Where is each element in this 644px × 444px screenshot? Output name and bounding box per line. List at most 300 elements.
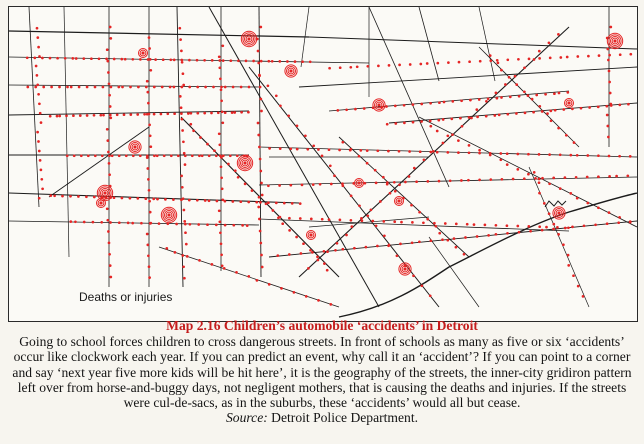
accident-point bbox=[109, 114, 112, 117]
accident-point bbox=[419, 63, 422, 66]
accident-point bbox=[220, 242, 223, 245]
accident-point bbox=[386, 123, 389, 126]
detroit-accident-map bbox=[8, 6, 638, 322]
accident-point bbox=[280, 287, 283, 290]
accident-point bbox=[154, 58, 157, 61]
accident-cluster-center bbox=[133, 145, 136, 148]
accident-point bbox=[188, 86, 191, 89]
shoreline-path bbox=[339, 193, 637, 317]
accident-point bbox=[473, 223, 476, 226]
accident-point bbox=[552, 228, 555, 231]
accident-point bbox=[109, 117, 112, 120]
accident-point bbox=[541, 229, 544, 232]
accident-point bbox=[464, 236, 467, 239]
accident-point bbox=[567, 226, 570, 229]
accident-point bbox=[606, 114, 609, 117]
accident-point bbox=[281, 222, 284, 225]
accident-point bbox=[548, 153, 551, 156]
accident-point bbox=[409, 63, 412, 66]
accident-point bbox=[458, 61, 461, 64]
accident-point bbox=[218, 143, 221, 146]
accident-point bbox=[379, 200, 382, 203]
accident-point bbox=[153, 86, 156, 89]
accident-points bbox=[26, 26, 632, 306]
accident-point bbox=[191, 154, 194, 157]
accident-point bbox=[252, 60, 255, 63]
accident-point bbox=[82, 57, 85, 60]
accident-point bbox=[575, 176, 578, 179]
accident-point bbox=[109, 264, 112, 267]
accident-point bbox=[288, 229, 291, 232]
accident-point bbox=[148, 124, 151, 127]
accident-point bbox=[244, 183, 247, 186]
street-line-1 bbox=[309, 37, 637, 49]
accident-point bbox=[382, 176, 385, 179]
accident-point bbox=[181, 61, 184, 64]
accident-point bbox=[606, 222, 609, 225]
accident-point bbox=[312, 144, 315, 147]
accident-point bbox=[199, 136, 202, 139]
accident-point bbox=[181, 118, 184, 121]
accident-point bbox=[102, 114, 105, 117]
accident-point bbox=[61, 195, 64, 198]
accident-point bbox=[586, 202, 589, 205]
accident-point bbox=[131, 222, 134, 225]
accident-point bbox=[516, 153, 519, 156]
accident-point bbox=[267, 84, 270, 87]
accident-point bbox=[161, 86, 164, 89]
accident-point bbox=[178, 27, 181, 30]
accident-point bbox=[321, 218, 324, 221]
accident-point bbox=[606, 48, 609, 51]
accident-point bbox=[366, 65, 369, 68]
accident-point bbox=[221, 121, 224, 124]
accident-point bbox=[496, 97, 499, 100]
accident-point bbox=[231, 200, 234, 203]
accident-point bbox=[442, 118, 445, 121]
accident-point bbox=[518, 95, 521, 98]
accident-point bbox=[598, 54, 601, 57]
accident-point bbox=[38, 150, 41, 153]
accident-point bbox=[37, 46, 40, 49]
accident-point bbox=[586, 176, 589, 179]
accident-point bbox=[136, 113, 139, 116]
accident-point bbox=[90, 57, 93, 60]
accident-point bbox=[295, 236, 298, 239]
accident-point bbox=[548, 212, 551, 215]
accident-point bbox=[259, 170, 262, 173]
accident-point bbox=[627, 103, 630, 106]
accident-point bbox=[107, 230, 110, 233]
accident-point bbox=[179, 95, 182, 98]
accident-point bbox=[412, 121, 415, 124]
accident-point bbox=[215, 224, 218, 227]
accident-point bbox=[211, 263, 214, 266]
accident-point bbox=[218, 132, 221, 135]
accident-point bbox=[468, 144, 471, 147]
accident-point bbox=[208, 154, 211, 157]
accident-point bbox=[219, 77, 222, 80]
accident-point bbox=[268, 147, 271, 150]
accident-point bbox=[432, 150, 435, 153]
accident-point bbox=[534, 177, 537, 180]
accident-point bbox=[319, 183, 322, 186]
accident-point bbox=[204, 86, 207, 89]
accident-point bbox=[118, 154, 121, 157]
accident-point bbox=[523, 90, 526, 93]
accident-point bbox=[268, 283, 271, 286]
accident-point bbox=[467, 179, 470, 182]
accident-point bbox=[336, 109, 339, 112]
accident-point bbox=[147, 254, 150, 257]
accident-point bbox=[184, 163, 187, 166]
accident-point bbox=[108, 94, 111, 97]
accident-point bbox=[323, 250, 326, 253]
accident-point bbox=[562, 108, 565, 111]
accident-point bbox=[215, 154, 218, 157]
accident-point bbox=[523, 66, 526, 69]
accident-point bbox=[498, 114, 501, 117]
accident-point bbox=[317, 259, 320, 262]
accident-point bbox=[245, 60, 248, 63]
accident-point bbox=[160, 113, 163, 116]
accident-point bbox=[279, 216, 282, 219]
accident-point bbox=[350, 194, 353, 197]
accident-point bbox=[415, 180, 418, 183]
accident-point bbox=[261, 266, 264, 269]
accident-point bbox=[323, 262, 326, 265]
accident-point bbox=[438, 101, 441, 104]
street-network bbox=[9, 7, 637, 307]
accident-point bbox=[597, 106, 600, 109]
accident-point bbox=[146, 244, 149, 247]
accident-point bbox=[144, 197, 147, 200]
accident-point bbox=[476, 116, 479, 119]
street-line-0 bbox=[9, 31, 309, 37]
accident-point bbox=[559, 187, 562, 190]
accident-cluster-center bbox=[567, 101, 570, 104]
accident-point bbox=[569, 192, 572, 195]
accident-point bbox=[366, 162, 369, 165]
accident-point bbox=[359, 149, 362, 152]
accident-point bbox=[204, 199, 207, 202]
accident-point bbox=[499, 152, 502, 155]
accident-point bbox=[358, 155, 361, 158]
accident-point bbox=[224, 224, 227, 227]
accident-point bbox=[548, 182, 551, 185]
accident-point bbox=[307, 267, 310, 270]
accident-point bbox=[393, 220, 396, 223]
accident-point bbox=[552, 177, 555, 180]
accident-point bbox=[26, 86, 29, 89]
accident-point bbox=[489, 54, 492, 57]
accident-point bbox=[107, 151, 110, 154]
accident-point bbox=[597, 206, 600, 209]
accident-point bbox=[259, 242, 262, 245]
accident-point bbox=[152, 198, 155, 201]
accident-point bbox=[411, 221, 414, 224]
accident-point bbox=[506, 113, 509, 116]
accident-point bbox=[460, 179, 463, 182]
accident-point bbox=[41, 57, 44, 60]
accident-point bbox=[374, 169, 377, 172]
accident-point bbox=[408, 175, 411, 178]
accident-point bbox=[436, 151, 439, 154]
accident-point bbox=[271, 60, 274, 63]
accident-point bbox=[330, 183, 333, 186]
accident-point bbox=[341, 184, 344, 187]
accident-point bbox=[146, 156, 149, 159]
accident-point bbox=[559, 56, 562, 59]
accident-point bbox=[565, 134, 568, 137]
accident-point bbox=[370, 209, 373, 212]
accident-point bbox=[508, 76, 511, 79]
accident-point bbox=[326, 250, 329, 253]
accident-point bbox=[566, 91, 569, 94]
accident-point bbox=[345, 234, 348, 237]
accident-point bbox=[164, 198, 167, 201]
accident-point bbox=[224, 86, 227, 89]
accident-point bbox=[446, 134, 449, 137]
accident-point bbox=[163, 154, 166, 157]
accident-point bbox=[221, 110, 224, 113]
accident-point bbox=[485, 100, 488, 103]
accident-point bbox=[129, 197, 132, 200]
accident-point bbox=[216, 200, 219, 203]
accident-cluster-center bbox=[613, 39, 616, 42]
accident-point bbox=[609, 103, 612, 106]
accident-point bbox=[493, 114, 496, 117]
accident-point bbox=[58, 115, 61, 118]
accident-point bbox=[246, 224, 249, 227]
accident-point bbox=[183, 220, 186, 223]
accident-point bbox=[148, 189, 151, 192]
accident-point bbox=[506, 232, 509, 235]
accident-point bbox=[26, 56, 29, 59]
accident-point bbox=[532, 111, 535, 114]
detroit-river-shoreline bbox=[339, 193, 637, 317]
accident-point bbox=[557, 33, 560, 36]
accident-point bbox=[304, 134, 307, 137]
accident-point bbox=[153, 113, 156, 116]
accident-point bbox=[40, 121, 43, 124]
accident-point bbox=[170, 154, 173, 157]
accident-point bbox=[350, 148, 353, 151]
accident-point bbox=[449, 179, 452, 182]
accident-point bbox=[220, 165, 223, 168]
accident-point bbox=[429, 125, 432, 128]
accident-clusters bbox=[97, 31, 623, 275]
accident-point bbox=[629, 53, 632, 56]
accident-point bbox=[185, 243, 188, 246]
accident-point bbox=[203, 112, 206, 115]
accident-point bbox=[221, 198, 224, 201]
accident-point bbox=[86, 86, 89, 89]
accident-point bbox=[259, 201, 262, 204]
accident-point bbox=[93, 196, 96, 199]
accident-point bbox=[573, 141, 576, 144]
accident-point bbox=[558, 92, 561, 95]
accident-point bbox=[549, 110, 552, 113]
accident-point bbox=[153, 154, 156, 157]
accident-point bbox=[420, 103, 423, 106]
accident-point bbox=[334, 249, 337, 252]
accident-point bbox=[562, 243, 565, 246]
accident-point bbox=[220, 88, 223, 91]
accident-point bbox=[257, 50, 260, 53]
accident-point bbox=[37, 140, 40, 143]
accident-point bbox=[496, 59, 499, 62]
accident-point bbox=[350, 219, 353, 222]
accident-point bbox=[136, 197, 139, 200]
accident-point bbox=[98, 57, 101, 60]
accident-point bbox=[184, 231, 187, 234]
accident-point bbox=[489, 154, 492, 157]
accident-point bbox=[49, 57, 52, 60]
accident-point bbox=[173, 112, 176, 115]
accident-point bbox=[419, 150, 422, 153]
accident-point bbox=[232, 224, 235, 227]
accident-point bbox=[360, 217, 363, 220]
accident-point bbox=[457, 151, 460, 154]
accident-point bbox=[74, 220, 77, 223]
accident-point bbox=[441, 238, 444, 241]
accident-point bbox=[272, 209, 275, 212]
accident-point bbox=[538, 57, 541, 60]
accident-point bbox=[259, 158, 262, 161]
accident-point bbox=[220, 156, 223, 159]
accident-point bbox=[223, 267, 226, 270]
accident-point bbox=[180, 175, 183, 178]
accident-point bbox=[275, 94, 278, 97]
accident-point bbox=[564, 176, 567, 179]
accident-point bbox=[556, 226, 559, 229]
accident-point bbox=[217, 111, 220, 114]
accident-cluster-center bbox=[377, 103, 380, 106]
accident-point bbox=[501, 178, 504, 181]
accident-point bbox=[108, 242, 111, 245]
accident-point bbox=[564, 227, 567, 230]
accident-point bbox=[36, 74, 39, 77]
accident-point bbox=[35, 65, 38, 68]
accident-point bbox=[260, 254, 263, 257]
accident-point bbox=[541, 110, 544, 113]
accident-point bbox=[607, 136, 610, 139]
accident-point bbox=[326, 269, 329, 272]
accident-point bbox=[189, 223, 192, 226]
accident-point bbox=[460, 99, 463, 102]
accident-point bbox=[173, 86, 176, 89]
accident-point bbox=[174, 251, 177, 254]
accident-point bbox=[83, 221, 86, 224]
accident-point bbox=[147, 102, 150, 105]
accident-point bbox=[422, 221, 425, 224]
accident-point bbox=[102, 86, 105, 89]
accident-point bbox=[329, 303, 332, 306]
accident-point bbox=[258, 218, 261, 221]
accident-point bbox=[433, 222, 436, 225]
accident-point bbox=[69, 195, 72, 198]
accident-point bbox=[257, 62, 260, 65]
accident-point bbox=[148, 113, 151, 116]
accident-point bbox=[87, 154, 90, 157]
accident-point bbox=[487, 234, 490, 237]
accident-point bbox=[180, 112, 183, 115]
accident-point bbox=[224, 111, 227, 114]
street-line-27 bbox=[49, 127, 149, 197]
accident-point bbox=[450, 118, 453, 121]
accident-point bbox=[497, 62, 500, 65]
accident-point bbox=[236, 154, 239, 157]
accident-point bbox=[617, 221, 620, 224]
accident-point bbox=[77, 195, 80, 198]
accident-point bbox=[124, 58, 127, 61]
accident-point bbox=[572, 274, 575, 277]
accident-point bbox=[403, 122, 406, 125]
street-line-33 bbox=[369, 7, 449, 187]
accident-point bbox=[393, 181, 396, 184]
accident-point bbox=[356, 65, 359, 68]
accident-point bbox=[109, 221, 112, 224]
accident-point bbox=[148, 36, 151, 39]
accident-point bbox=[49, 115, 52, 118]
accident-point bbox=[36, 84, 39, 87]
accident-point bbox=[527, 153, 530, 156]
accident-point bbox=[389, 192, 392, 195]
accident-point bbox=[94, 154, 97, 157]
accident-point bbox=[506, 58, 509, 61]
accident-point bbox=[206, 223, 209, 226]
accident-point bbox=[278, 184, 281, 187]
accident-point bbox=[64, 57, 67, 60]
accident-point bbox=[516, 225, 519, 228]
accident-point bbox=[387, 150, 390, 153]
accident-point bbox=[218, 55, 221, 58]
accident-point bbox=[398, 183, 401, 186]
accident-point bbox=[580, 107, 583, 110]
accident-point bbox=[629, 155, 632, 158]
accident-point bbox=[137, 86, 140, 89]
accident-point bbox=[608, 70, 611, 73]
accident-point bbox=[500, 69, 503, 72]
accident-point bbox=[541, 177, 544, 180]
accident-point bbox=[375, 224, 378, 227]
street-line-8 bbox=[299, 67, 637, 87]
accident-point bbox=[517, 58, 520, 61]
accident-point bbox=[594, 223, 597, 226]
accident-point bbox=[118, 221, 121, 224]
accident-cluster-center bbox=[397, 199, 400, 202]
accident-point bbox=[188, 199, 191, 202]
accident-point bbox=[588, 106, 591, 109]
accident-point bbox=[586, 154, 589, 157]
accident-point bbox=[221, 264, 224, 267]
accident-point bbox=[56, 115, 59, 118]
accident-point bbox=[559, 153, 562, 156]
accident-point bbox=[165, 247, 168, 250]
street-line-40 bbox=[429, 237, 479, 307]
accident-point bbox=[293, 291, 296, 294]
accident-point bbox=[436, 130, 439, 133]
accident-point bbox=[257, 122, 260, 125]
accident-point bbox=[463, 253, 466, 256]
accident-point bbox=[146, 233, 149, 236]
street-line-35 bbox=[419, 117, 637, 227]
accident-point bbox=[148, 276, 151, 279]
accident-point bbox=[183, 277, 186, 280]
accident-point bbox=[148, 265, 151, 268]
accident-point bbox=[227, 163, 230, 166]
